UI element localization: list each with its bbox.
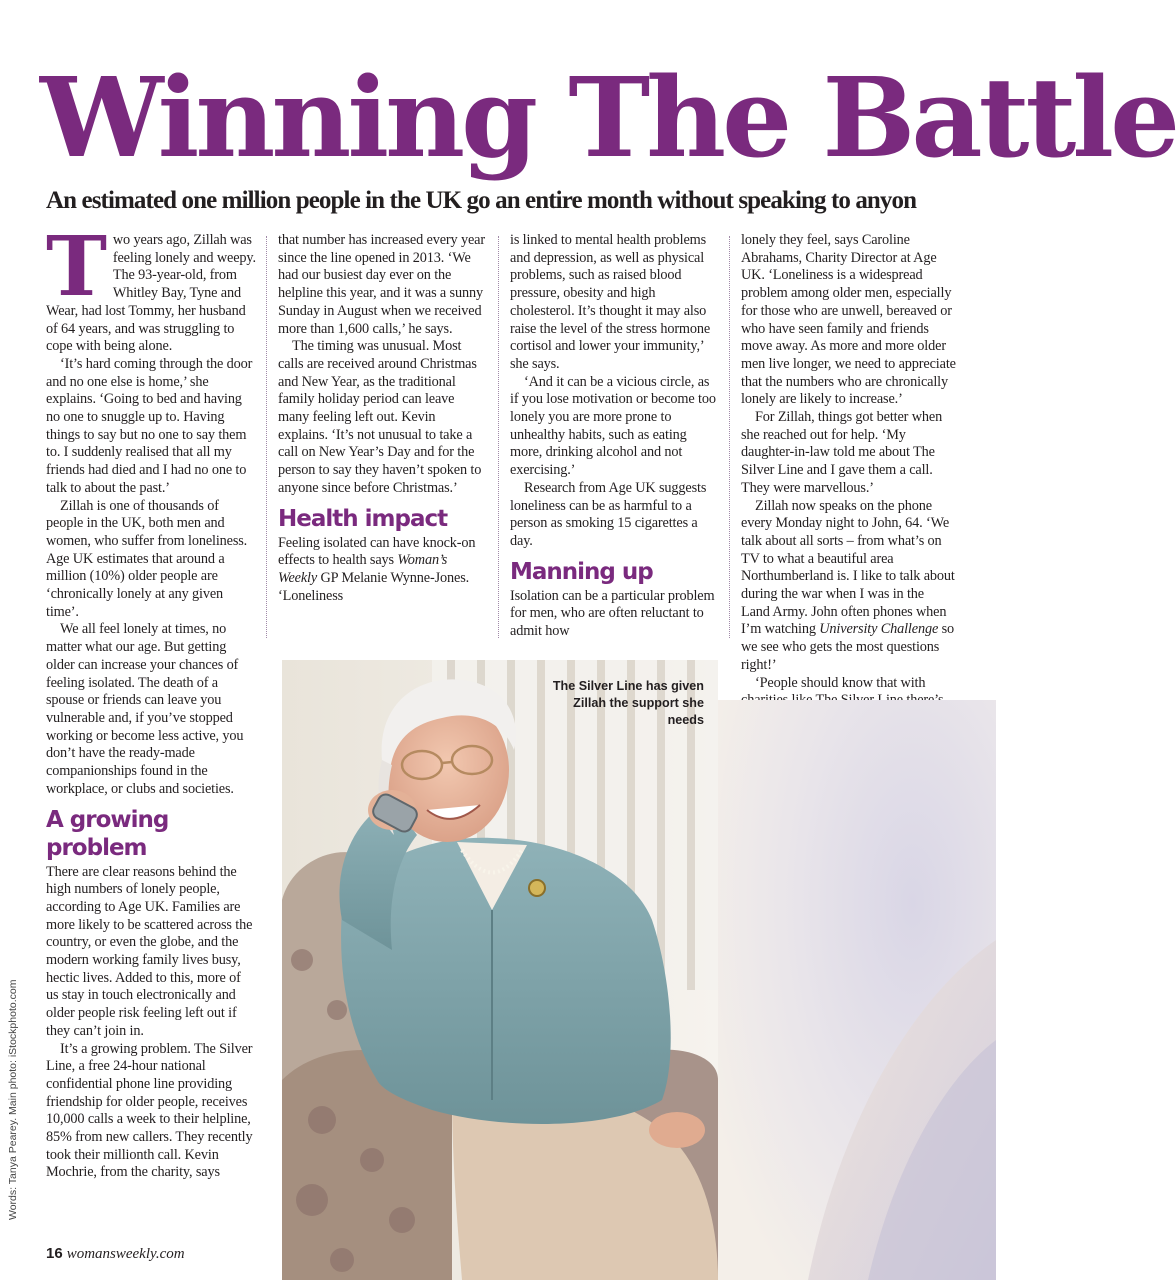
paragraph: ‘And it can be a vicious circle, as if you lose motivation or become too lonely you are more prone to unhealthy habits, such as eating more, drinking alcohol and not exercising.’ — [510, 373, 716, 479]
paragraph: We all feel lonely at times, no matter what our age. But getting older can increase your chances of feeling isolated. The death of a spouse or friends can leave you vulnerable and, if you’ve stopped working or become less active, you don’t have the ready-made companionships found in the workplace, or clubs and societies. — [46, 621, 244, 797]
paragraph: For Zillah, things got better when she reached out for help. ‘My daughter-in-law told me about The Silver Line and I gave them a call. They were marvellous.’ — [741, 409, 943, 496]
paragraph: that number has increased every year since the line opened in 2013. ‘We had our busiest day ever on the helpline this year, and it was a sunny Sunday in August when we received more than 1,600 calls,’ he says. — [278, 232, 485, 337]
headline: Winning The Battle — [40, 53, 1176, 182]
main-photo — [282, 660, 718, 1280]
paragraph: It’s a growing problem. The Silver Line, a free 24-hour national confidential phone line providing friendship for older people, receives 10,000 calls a week to their helpline, 85% from new callers. They recently took their millionth call. Kevin Mochrie, from the charity, says — [46, 1040, 253, 1181]
paragraph: lonely they feel, says Caroline Abrahams, Charity Director at Age UK. ‘Loneliness is a widespread problem among older men, especially for those who are unwell, bereaved or who have seen family and friends move away. As more and more older men live longer, we need to appreciate that the numbers who are chronically lonely are likely to increase.’ — [741, 232, 956, 408]
paragraph-text: wo years ago, Zillah was feeling lonely and weepy. The 93-year-old, from Whitley Bay, Tyne and Wear, had lost Tommy, her husband of 64 years, and was struggling to cope with being alone. — [46, 232, 256, 355]
column-3 — [510, 232, 720, 641]
standfirst: An estimated one million people in the UK go an entire month without speaking to anyon — [46, 187, 917, 214]
paragraph: Isolation can be a particular problem for men, who are often reluctant to admit how — [510, 587, 715, 640]
paragraph: The timing was unusual. Most calls are received around Christmas and New Year, as the traditional family holiday period can leave many feeling left out. Kevin explains. ‘It’s not unusual to take a call on New Year’s Day and for the person to say they haven’t spoken to anyone since before Christmas.’ — [278, 338, 482, 496]
column-divider — [266, 236, 267, 638]
opening-paragraph — [46, 219, 256, 356]
paragraph: is linked to mental health problems and depression, as well as physical problems, such as raised blood pressure, obesity and high cholesterol. It’s thought it may also raise the level of the stress hormone cortisol and lower your immunity,’ she says. — [510, 232, 711, 372]
background-blur-art — [718, 700, 996, 1280]
paragraph: Research from Age UK suggests loneliness can be as harmful to a person as smoking 15 cigarettes a day. — [510, 479, 707, 549]
subhead-health-impact: Health impact — [278, 505, 448, 532]
column-divider — [498, 236, 499, 638]
paragraph-text: Zillah now speaks on the phone every Monday night to John, 64. ‘We talk about all sorts – from what’s on TV to what a beautiful area Northumberland is. I like to talk about during the war when I was in the Land Army. John often phones when I’m watching — [741, 497, 955, 638]
paragraph-text: so we see who gets the most questions right!’ — [741, 621, 954, 673]
paragraph-text: GP Melanie Wynne-Jones. ‘Loneliness — [278, 569, 470, 604]
subhead-manning-up: Manning up — [510, 558, 653, 585]
subhead-growing-problem: A growing problem — [46, 806, 169, 861]
paragraph: ‘It’s hard coming through the door and no one else is home,’ she explains. ‘Going to bed and having no one to snuggle up to. Having things to say but no one to say them to. I suddenly realised that all my friends had died and I had no one to talk to about the past.’ — [46, 355, 253, 496]
paragraph — [278, 535, 488, 606]
paragraph: There are clear reasons behind the high numbers of lonely people, according to Age UK. Families are more likely to be scattered across the country, or even the globe, and the modern working family lives busy, hectic lives. Added to this, more of us stay in touch electronically and older people risk feeling left out if they can’t join in. — [46, 863, 253, 1039]
paragraph: Zillah is one of thousands of people in the UK, both men and women, who suffer from loneliness. Age UK estimates that around a million (10%) older people are ‘chronically lonely at any given time’. — [46, 497, 248, 620]
column-divider — [729, 236, 730, 638]
page-footer — [46, 1244, 185, 1264]
paragraph — [741, 498, 956, 675]
woman-on-phone-illustration — [282, 660, 718, 1280]
photo-caption: The Silver Line has given Zillah the support she needs — [552, 679, 704, 727]
tv-show-title: University Challenge — [819, 621, 939, 638]
drop-cap: T — [46, 219, 107, 315]
website[interactable]: womansweekly.com — [66, 1246, 185, 1262]
page-number: 16 — [46, 1245, 63, 1262]
column-1 — [46, 219, 256, 1182]
magazine-title: Woman’s Weekly — [278, 552, 448, 586]
photo-credit: Words: Tanya Pearey. Main photo: iStockphoto.com — [7, 979, 19, 1220]
column-2 — [278, 232, 488, 605]
paragraph-text: Feeling isolated can have knock-on effects to health says — [278, 534, 476, 569]
paragraph: ‘People should know that with — [755, 674, 926, 691]
